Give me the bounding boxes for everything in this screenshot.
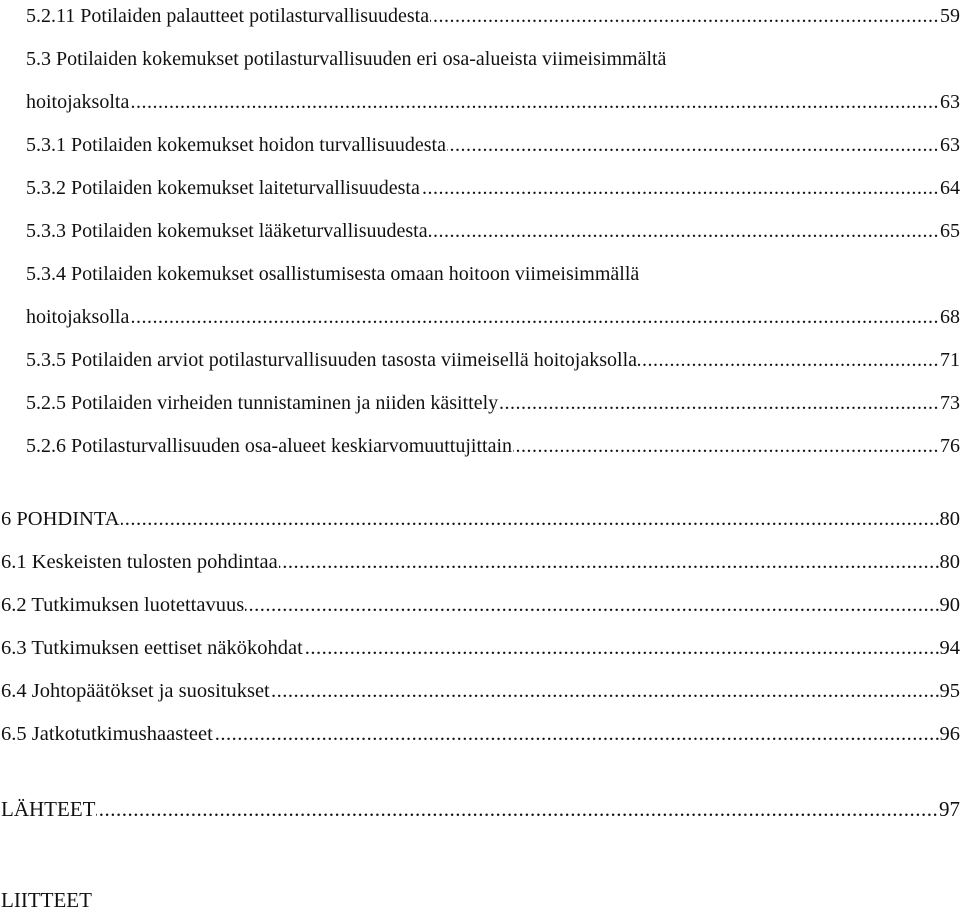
toc-entry-title: 6.3 Tutkimuksen eettiset näkökohdat — [1, 634, 304, 662]
toc-entry-page: 97 — [939, 797, 960, 821]
toc-entry-page: 90 — [939, 591, 960, 619]
toc-entry-title[interactable]: 5.3 Potilaiden kokemukset potilasturvallisuuden eri osa-alueista viimeisimmältä — [26, 48, 667, 70]
toc-chapter-title[interactable]: LIITTEET — [1, 888, 92, 912]
toc-entry[interactable] — [26, 88, 960, 116]
toc-entry-page: 63 — [939, 131, 960, 159]
toc-entry[interactable] — [26, 432, 960, 460]
toc-entry-title: 5.3.5 Potilaiden arviot potilasturvallisuuden tasosta viimeisellä hoitojaksolla — [26, 346, 638, 374]
toc-entry[interactable] — [1, 548, 960, 576]
toc-entry-page: 76 — [939, 432, 960, 460]
toc-entry[interactable] — [26, 131, 960, 159]
toc-entry-title: 5.3.1 Potilaiden kokemukset hoidon turvallisuudesta — [26, 131, 447, 159]
toc-entry-page: 96 — [939, 720, 960, 748]
toc-entry-title: 6.5 Jatkotutkimushaasteet — [1, 720, 214, 748]
toc-entry-title: LÄHTEET — [1, 797, 96, 821]
dot-leader — [26, 88, 960, 116]
toc-entry-title: 6.2 Tutkimuksen luotettavuus — [1, 591, 245, 619]
toc-entry-page: 68 — [939, 303, 960, 331]
toc-entry[interactable] — [1, 720, 960, 748]
toc-entry-page: 65 — [939, 217, 960, 245]
toc-entry-title: 6.1 Keskeisten tulosten pohdintaa — [1, 548, 279, 576]
dot-leader — [26, 303, 960, 331]
toc-entry[interactable] — [26, 303, 960, 331]
toc-entry[interactable] — [26, 389, 960, 417]
toc-entry[interactable] — [1, 591, 960, 619]
dot-leader — [1, 795, 960, 823]
toc-entry[interactable] — [1, 677, 960, 705]
toc-entry-title: 5.2.5 Potilaiden virheiden tunnistaminen ja niiden käsittely — [26, 389, 499, 417]
toc-entry-title: hoitojaksolta — [26, 88, 130, 116]
toc-entry-title: 5.3.2 Potilaiden kokemukset laiteturvallisuudesta — [26, 174, 421, 202]
toc-entry-page: 80 — [939, 505, 960, 533]
toc-entry-page: 63 — [939, 88, 960, 116]
toc-entry-page: 95 — [939, 677, 960, 705]
toc-entry[interactable] — [26, 2, 960, 30]
toc-chapter[interactable] — [1, 795, 960, 823]
toc-entry[interactable] — [26, 217, 960, 245]
dot-leader — [1, 505, 960, 533]
toc-entry[interactable] — [26, 346, 960, 374]
toc-entry[interactable] — [26, 174, 960, 202]
toc-entry-title: hoitojaksolla — [26, 303, 130, 331]
toc-entry-page: 59 — [939, 2, 960, 30]
toc-chapter[interactable] — [1, 505, 960, 533]
toc-entry-page: 94 — [939, 634, 960, 662]
toc-entry[interactable] — [1, 634, 960, 662]
toc-entry-title[interactable]: 5.3.4 Potilaiden kokemukset osallistumisesta omaan hoitoon viimeisimmällä — [26, 263, 640, 285]
toc-entry-title: 6.4 Johtopäätökset ja suositukset — [1, 677, 271, 705]
toc-entry-title: 5.2.11 Potilaiden palautteet potilasturvallisuudesta — [26, 2, 430, 30]
toc-entry-page: 80 — [939, 548, 960, 576]
toc-entry-title: 5.2.6 Potilasturvallisuuden osa-alueet keskiarvomuuttujittain — [26, 432, 513, 460]
toc-entry-page: 64 — [939, 174, 960, 202]
toc-entry-title: 5.3.3 Potilaiden kokemukset lääketurvallisuudesta — [26, 217, 429, 245]
toc-entry-page: 73 — [939, 389, 960, 417]
toc-entry-page: 71 — [939, 346, 960, 374]
toc-entry-title: 6 POHDINTA — [1, 505, 121, 533]
